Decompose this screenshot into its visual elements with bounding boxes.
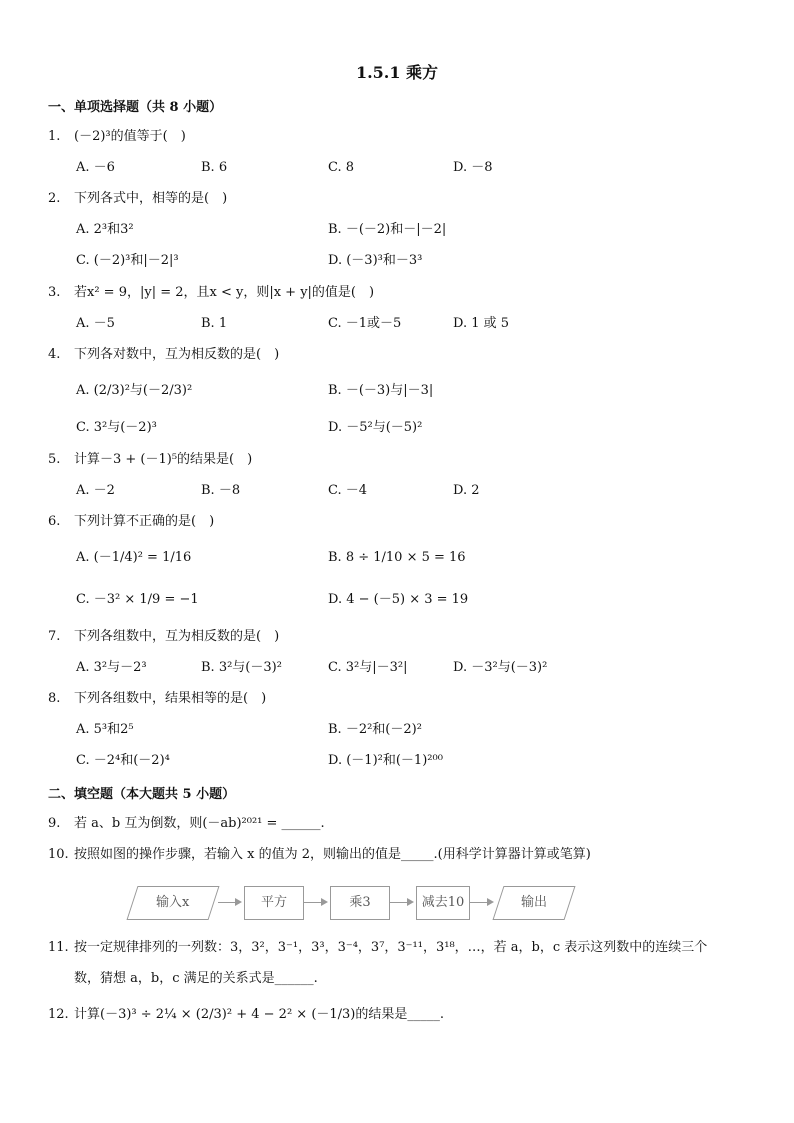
q2-option-a: A. 2³和3² [76,222,134,237]
q2-option-b: B. －(－2)和－|－2| [328,222,447,237]
question-2: 2. 下列各式中，相等的是( ) [48,191,228,206]
q7-option-b: B. 3²与(－3)² [201,660,282,675]
q3-option-d: D. 1 或 5 [453,316,510,331]
section-heading-choice: 一、单项选择题（共 8 小题） [48,100,223,115]
section-heading-fill: 二、填空题（本大题共 5 小题） [48,787,236,802]
q1-option-b: B. 6 [201,160,228,175]
q7-option-c: C. 3²与|－3²| [328,660,408,675]
flow-arrow [390,902,412,903]
q5-option-b: B. －8 [201,483,241,498]
flow-input-box: 输入x [126,886,219,920]
page-title: 1.5.1 乘方 [355,63,439,82]
q4-option-b: B. －(－3)与|－3| [328,383,434,398]
question-5: 5. 计算－3 + (－1)⁵的结果是( ) [48,452,253,467]
q5-option-d: D. 2 [453,483,480,498]
q5-option-a: A. －2 [76,483,115,498]
question-7: 7. 下列各组数中，互为相反数的是( ) [48,629,280,644]
flow-minus10-box: 减去10 [416,886,470,920]
question-1: 1. (－2)³的值等于( ) [48,129,186,144]
question-12: 12. 计算(－3)³ ÷ 2¼ × (2/3)² + 4 − 2² × (－1/3)的结果是_____. [48,1007,445,1022]
question-4: 4. 下列各对数中，互为相反数的是( ) [48,347,280,362]
q8-option-a: A. 5³和2⁵ [76,722,134,737]
question-10: 10. 按照如图的操作步骤，若输入 x 的值为 2，则输出的值是_____.(用科学计算器计算或笔算) [48,847,591,862]
q8-option-b: B. －2²和(－2)² [328,722,422,737]
q4-option-a: A. (2/3)²与(－2/3)² [76,383,193,398]
q3-option-c: C. －1或－5 [328,316,402,331]
q1-option-c: C. 8 [328,160,355,175]
q6-option-c: C. －3² × 1/9 = −1 [76,592,199,607]
q6-option-a: A. (－1/4)² = 1/16 [76,550,192,565]
q8-option-d: D. (－1)²和(－1)²⁰⁰ [328,753,443,768]
q4-option-d: D. －5²与(－5)² [328,420,423,435]
question-3: 3. 若x² = 9，|y| = 2，且x < y，则|x + y|的值是( ) [48,285,375,300]
flow-arrow [218,902,240,903]
flow-arrow [470,902,492,903]
operation-flowchart [126,886,547,922]
question-11-line-2: 数，猜想 a，b，c 满足的关系式是______. [74,971,318,986]
q3-option-a: A. －5 [76,316,115,331]
flow-arrow [304,902,326,903]
q1-option-a: A. －6 [76,160,115,175]
q2-option-d: D. (－3)³和－3³ [328,253,423,268]
q7-option-d: D. －3²与(－3)² [453,660,548,675]
flow-times3-box: 乘3 [330,886,390,920]
q1-option-d: D. －8 [453,160,493,175]
flow-output-box: 输出 [492,886,575,920]
q6-option-b: B. 8 ÷ 1/10 × 5 = 16 [328,550,466,565]
question-11: 11. 按一定规律排列的一列数：3，3²，3⁻¹，3³，3⁻⁴，3⁷，3⁻¹¹，3¹⁸，…，若 a，b，c 表示这列数中的连续三个 [48,940,708,955]
question-8: 8. 下列各组数中，结果相等的是( ) [48,691,267,706]
flow-square-box: 平方 [244,886,304,920]
q2-option-c: C. (－2)³和|－2|³ [76,253,179,268]
q8-option-c: C. －2⁴和(－2)⁴ [76,753,170,768]
q4-option-c: C. 3²与(－2)³ [76,420,157,435]
question-9: 9. 若 a、b 互为倒数，则(－ab)²⁰²¹ = ______. [48,816,325,831]
q5-option-c: C. －4 [328,483,368,498]
q6-option-d: D. 4 − (－5) × 3 = 19 [328,592,469,607]
question-6: 6. 下列计算不正确的是( ) [48,514,215,529]
q7-option-a: A. 3²与－2³ [76,660,147,675]
q3-option-b: B. 1 [201,316,228,331]
